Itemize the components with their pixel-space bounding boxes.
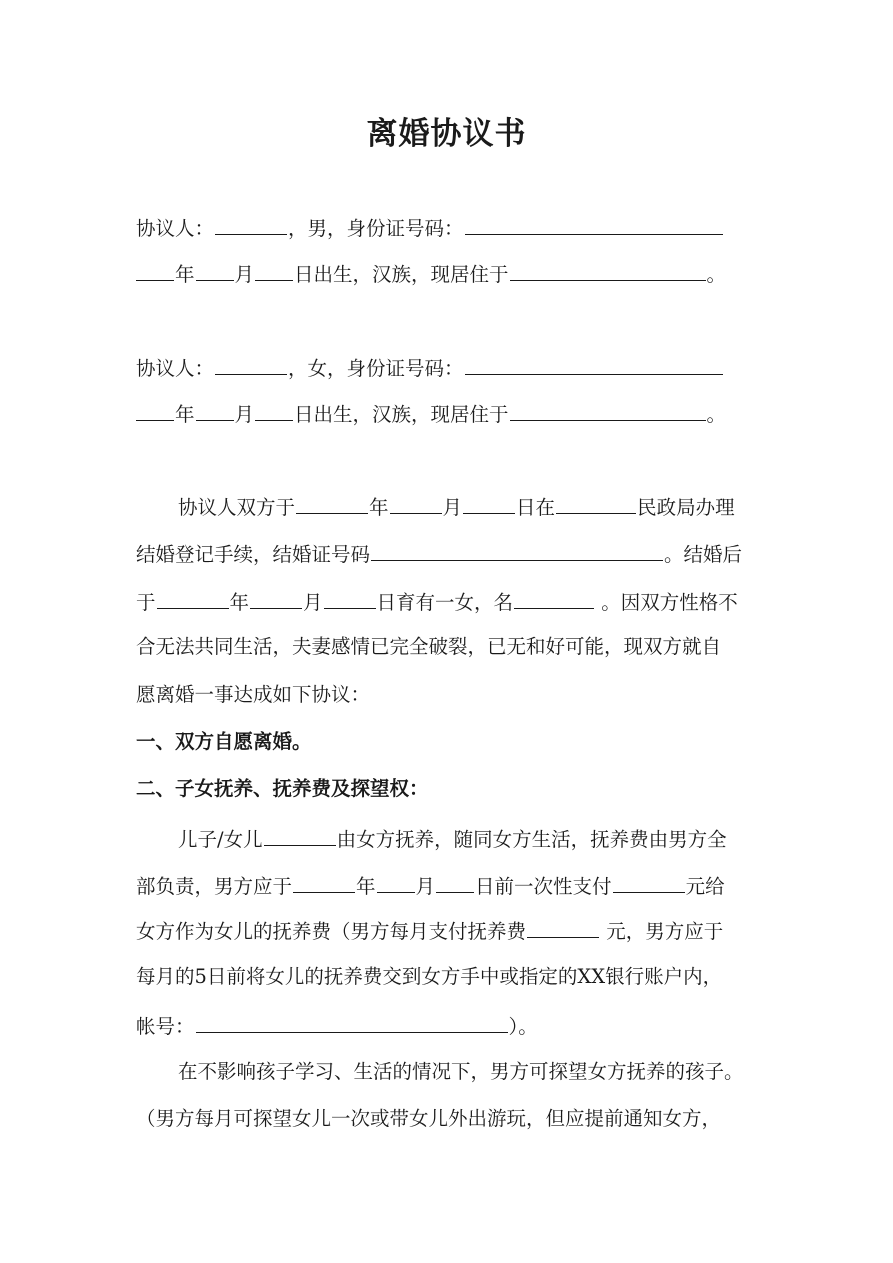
label: 于 [136, 591, 156, 614]
label: 。因双方性格不 [595, 591, 738, 614]
label: 日出生，汉族，现居住于 [294, 263, 509, 286]
marriage-cert-blank[interactable] [371, 538, 663, 561]
month-blank[interactable] [250, 586, 302, 609]
label: 结婚登记手续，结婚证号码 [136, 543, 371, 566]
day-blank[interactable] [436, 870, 474, 893]
child-name-blank[interactable] [264, 823, 336, 846]
label: 年 [229, 591, 250, 614]
year-blank[interactable] [296, 491, 368, 514]
label: ，男，身份证号码： [288, 217, 464, 240]
name-blank[interactable] [215, 352, 287, 375]
intro-line-5: 愿离婚一事达成如下协议： [136, 683, 371, 706]
month-blank[interactable] [377, 870, 415, 893]
label: 月 [234, 403, 255, 426]
label: 协议人： [136, 217, 215, 240]
label: 日出生，汉族，现居住于 [294, 403, 509, 426]
address-blank[interactable] [510, 398, 706, 421]
visit-line-1: 在不影响孩子学习、生活的情况下，男方可探望女方抚养的孩子。 [178, 1060, 744, 1083]
intro-line-1 [178, 491, 735, 522]
label: 儿子/女儿 [178, 828, 263, 851]
custody-line-1 [178, 823, 727, 854]
label: ，女，身份证号码： [288, 357, 464, 380]
label: 协议人双方于 [178, 496, 296, 519]
visit-line-2: （男方每月可探望女儿一次或带女儿外出游玩，但应提前通知女方， [136, 1107, 722, 1130]
party-man-birth-line [136, 258, 726, 289]
label: 民政局办理 [637, 496, 735, 519]
label: ）。 [508, 1015, 538, 1038]
label: 日在 [516, 496, 556, 519]
label: 帐号： [136, 1015, 195, 1038]
label: 月 [303, 591, 323, 614]
year-blank[interactable] [157, 586, 229, 609]
amount-blank[interactable] [613, 870, 685, 893]
year-blank[interactable] [136, 398, 174, 421]
label: 元，男方应于 [600, 920, 724, 943]
month-blank[interactable] [196, 398, 234, 421]
account-number-blank[interactable] [196, 1010, 508, 1033]
label: 年 [175, 263, 195, 286]
label: 月 [442, 496, 463, 519]
label: 年 [369, 496, 389, 519]
label: 年 [356, 875, 376, 898]
month-blank[interactable] [196, 258, 234, 281]
party-man-id-line [136, 212, 724, 243]
child-name-blank[interactable] [514, 586, 594, 609]
year-blank[interactable] [136, 258, 174, 281]
name-blank[interactable] [215, 212, 287, 235]
monthly-amount-blank[interactable] [527, 915, 599, 938]
day-blank[interactable] [463, 491, 515, 514]
custody-line-4: 每月的5日前将女儿的抚养费交到女方手中或指定的XX银行账户内， [136, 965, 723, 988]
document-title: 离婚协议书 [366, 116, 527, 152]
label: 日前一次性支付 [475, 875, 612, 898]
custody-line-5 [136, 1010, 538, 1041]
label: 。结婚后 [664, 543, 743, 566]
label: 协议人： [136, 357, 215, 380]
intro-line-4: 合无法共同生活，夫妻感情已完全破裂，已无和好可能，现双方就自 [136, 635, 722, 658]
custody-line-3 [136, 915, 723, 946]
id-number-blank[interactable] [465, 352, 723, 375]
label: 由女方抚养，随同女方生活，抚养费由男方全 [336, 828, 727, 851]
day-blank[interactable] [255, 258, 293, 281]
intro-line-2 [136, 538, 742, 569]
section-2-heading: 二、子女抚养、抚养费及探望权： [136, 777, 429, 800]
id-number-blank[interactable] [465, 212, 723, 235]
year-blank[interactable] [293, 870, 355, 893]
day-blank[interactable] [324, 586, 376, 609]
label: 部负责，男方应于 [136, 875, 293, 898]
label: 年 [175, 403, 195, 426]
day-blank[interactable] [255, 398, 293, 421]
label: 月 [415, 875, 436, 898]
label: 月 [234, 263, 255, 286]
address-blank[interactable] [510, 258, 706, 281]
label: 元给 [685, 875, 725, 898]
custody-line-2 [136, 870, 725, 901]
label: 。 [706, 263, 727, 286]
intro-line-3 [136, 586, 738, 617]
bureau-blank[interactable] [556, 491, 636, 514]
label: 日育有一女，名 [376, 591, 514, 614]
label: 女方作为女儿的抚养费（男方每月支付抚养费 [136, 920, 527, 943]
section-1-heading: 一、双方自愿离婚。 [136, 730, 312, 753]
label: 。 [706, 403, 727, 426]
party-woman-id-line [136, 352, 724, 383]
party-woman-birth-line [136, 398, 726, 429]
month-blank[interactable] [390, 491, 442, 514]
